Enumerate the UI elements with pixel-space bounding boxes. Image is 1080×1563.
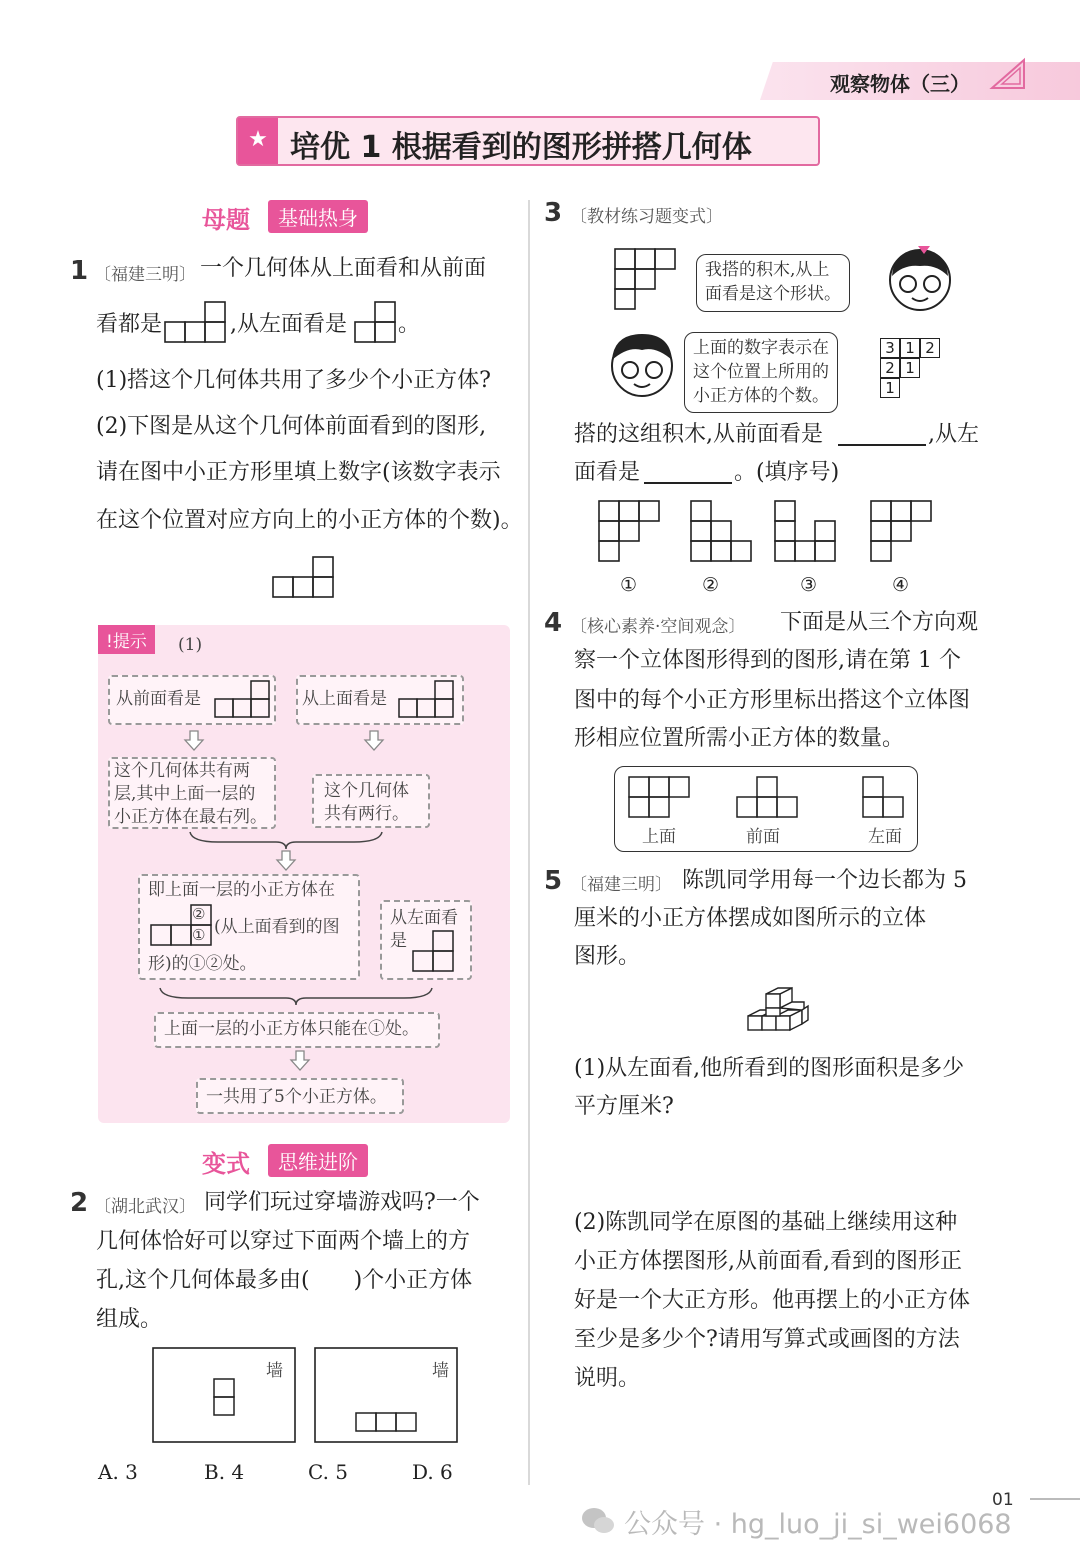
footer-rule bbox=[1030, 1498, 1080, 1500]
chapter-title: 观察物体（三） bbox=[830, 72, 970, 96]
choice-label: ③ bbox=[800, 574, 818, 596]
position-1-label: ① bbox=[192, 926, 206, 944]
answer-blank-left[interactable] bbox=[644, 482, 732, 484]
choice-figure-1[interactable] bbox=[598, 500, 662, 562]
question-source: 〔教材练习题变式〕 bbox=[570, 207, 723, 227]
sub-question-1: (1)搭这个几何体共用了多少个小正方体? bbox=[96, 368, 491, 393]
speech-bubble-boy bbox=[684, 332, 838, 413]
hint-text: 这个几何体共有两 bbox=[114, 761, 250, 781]
section-label-main: 母题 bbox=[202, 206, 250, 234]
grid-cell: 1 bbox=[880, 378, 900, 398]
page-title: 培优 1 根据看到的图形拼搭几何体 bbox=[290, 130, 752, 165]
choice-label: ① bbox=[620, 574, 638, 596]
hint-text: 共有两行。 bbox=[324, 804, 409, 824]
section-label-advanced: 思维进阶 bbox=[268, 1144, 368, 1177]
down-arrow-icon bbox=[364, 730, 384, 752]
choice-figure-2[interactable] bbox=[690, 500, 754, 562]
question-source: 〔核心素养·空间观念〕 bbox=[570, 617, 746, 637]
question-text: 形相应位置所需小正方体的数量。 bbox=[574, 726, 905, 751]
position-2-label: ② bbox=[192, 905, 206, 923]
question-text: 孔,这个几何体最多由( )个小正方体 bbox=[96, 1268, 473, 1293]
question-text: 搭的这组积木,从前面看是 bbox=[574, 422, 823, 447]
front-view-grid[interactable] bbox=[272, 555, 338, 599]
question-text: 几何体恰好可以穿过下面两个墙上的方 bbox=[96, 1229, 471, 1254]
bubble-text: 我搭的积木,从上 bbox=[705, 260, 830, 280]
number-grid bbox=[880, 338, 946, 400]
section-label-warmup: 基础热身 bbox=[268, 200, 368, 233]
star-icon: ★ bbox=[238, 118, 278, 164]
hint-text: 是 bbox=[390, 931, 407, 951]
question-number: 3 bbox=[544, 198, 563, 228]
hint-text: 从前面看是 bbox=[116, 689, 201, 709]
question-text: ,从左 bbox=[928, 422, 979, 447]
question-text: ,从左面看是 bbox=[230, 312, 347, 337]
bubble-text: 上面的数字表示在 bbox=[693, 338, 829, 358]
view-label: 上面 bbox=[642, 827, 676, 847]
merge-brace bbox=[158, 986, 434, 1006]
left-view-figure bbox=[862, 776, 906, 820]
down-arrow-icon bbox=[290, 1050, 310, 1072]
question-source: 〔湖北武汉〕 bbox=[94, 1197, 196, 1217]
grid-cell: 3 bbox=[880, 338, 900, 358]
sub-question-2: 在这个位置对应方向上的小正方体的个数)。 bbox=[96, 508, 523, 533]
option-a[interactable]: A. 3 bbox=[98, 1460, 138, 1484]
girl-avatar-icon bbox=[884, 242, 956, 314]
left-view-shape bbox=[354, 300, 398, 344]
question-number: 2 bbox=[70, 1188, 89, 1218]
left-view-shape bbox=[412, 930, 454, 972]
triangle-ruler-icon bbox=[988, 56, 1028, 92]
grid-cell: 2 bbox=[920, 338, 940, 358]
choice-label: ④ bbox=[892, 574, 910, 596]
question-text: 下面是从三个方向观 bbox=[780, 610, 979, 635]
grid-cell: 1 bbox=[900, 338, 920, 358]
sub-question-1: (1)从左面看,他所看到的图形面积是多少 bbox=[574, 1056, 965, 1081]
three-square-shape bbox=[164, 300, 228, 344]
question-number: 1 bbox=[70, 256, 89, 286]
column-divider bbox=[528, 200, 530, 1485]
grid-cell: 1 bbox=[900, 358, 920, 378]
hint-text: 层,其中上面一层的 bbox=[114, 784, 256, 804]
cube-stack-figure bbox=[744, 984, 816, 1042]
hint-text: 从左面看 bbox=[390, 908, 458, 928]
choice-figure-3[interactable] bbox=[774, 500, 838, 562]
hint-text: 形)的①②处。 bbox=[148, 954, 257, 974]
hint-text: 这个几何体 bbox=[324, 781, 409, 801]
question-text: 察一个立体图形得到的图形,请在第 1 个 bbox=[574, 648, 961, 673]
answer-blank-front[interactable] bbox=[838, 444, 926, 446]
hint-text: 从上面看是 bbox=[302, 689, 387, 709]
question-text: 厘米的小正方体摆成如图所示的立体 bbox=[574, 906, 927, 931]
down-arrow-icon bbox=[184, 730, 204, 752]
question-text: 图形。 bbox=[574, 944, 641, 969]
question-text: 同学们玩过穿墙游戏吗?一个 bbox=[204, 1190, 480, 1215]
merge-brace bbox=[188, 830, 384, 850]
section-label-variant: 变式 bbox=[202, 1150, 250, 1178]
speech-bubble-girl bbox=[696, 254, 850, 312]
question-text: 面看是 bbox=[574, 460, 641, 485]
hint-text: 一共用了5个小正方体。 bbox=[206, 1087, 387, 1107]
option-c[interactable]: C. 5 bbox=[308, 1460, 349, 1484]
bubble-text: 面看是这个形状。 bbox=[705, 283, 841, 304]
bubble-text: 这个位置上所用的 bbox=[693, 361, 829, 382]
front-view-figure bbox=[736, 776, 800, 820]
wall-label: 墙 bbox=[432, 1361, 449, 1381]
page-number: 01 bbox=[992, 1490, 1014, 1510]
sub-question-2: (2)陈凯同学在原图的基础上继续用这种 bbox=[574, 1210, 958, 1235]
sub-question-2: 至少是多少个?请用写算式或画图的方法 bbox=[574, 1327, 960, 1352]
sub-question-2: 说明。 bbox=[574, 1366, 641, 1391]
top-view-blocks bbox=[614, 248, 680, 314]
sub-question-2: 小正方体摆图形,从前面看,看到的图形正 bbox=[574, 1249, 962, 1274]
question-number: 4 bbox=[544, 608, 563, 638]
question-text: 陈凯同学用每一个边长都为 5 bbox=[682, 868, 967, 893]
hint-label: !提示 bbox=[98, 625, 155, 654]
wechat-icon bbox=[580, 1506, 616, 1536]
question-text: 。 bbox=[398, 312, 421, 337]
option-d[interactable]: D. 6 bbox=[412, 1460, 453, 1484]
wall-label: 墙 bbox=[266, 1361, 283, 1381]
question-text: 组成。 bbox=[96, 1307, 163, 1332]
choice-label: ② bbox=[702, 574, 720, 596]
hint-text: (从上面看到的图 bbox=[214, 917, 340, 937]
grid-cell: 2 bbox=[880, 358, 900, 378]
choice-figure-4[interactable] bbox=[870, 500, 934, 562]
top-view-shape bbox=[398, 680, 456, 720]
view-label: 前面 bbox=[746, 827, 780, 847]
boy-avatar-icon bbox=[606, 328, 678, 398]
sub-question-2: 好是一个大正方形。他再摆上的小正方体 bbox=[574, 1288, 971, 1313]
top-view-fill-grid[interactable] bbox=[628, 776, 692, 820]
question-number: 5 bbox=[544, 866, 563, 896]
view-label: 左面 bbox=[868, 827, 902, 847]
question-text: 看都是 bbox=[96, 312, 163, 337]
watermark: 公众号 · hg_luo_ji_si_wei6068 bbox=[624, 1509, 1012, 1540]
front-view-shape bbox=[214, 680, 272, 720]
question-text: 。(填序号) bbox=[734, 460, 840, 485]
sub-question-2: 请在图中小正方形里填上数字(该数字表示 bbox=[96, 460, 501, 485]
question-source: 〔福建三明〕 bbox=[94, 265, 196, 285]
hint-text: 上面一层的小正方体只能在①处。 bbox=[164, 1019, 419, 1039]
hint-text: 小正方体在最右列。 bbox=[114, 807, 267, 827]
bubble-text: 小正方体的个数。 bbox=[693, 385, 829, 406]
sub-question-2: (2)下图是从这个几何体前面看到的图形, bbox=[96, 414, 487, 439]
hint-text: 即上面一层的小正方体在 bbox=[148, 880, 335, 900]
question-text: 图中的每个小正方形里标出搭这个立体图 bbox=[574, 688, 971, 713]
sub-question-1: 平方厘米? bbox=[574, 1094, 674, 1119]
question-text: 一个几何体从上面看和从前面 bbox=[200, 256, 487, 281]
hint-part: (1) bbox=[178, 635, 203, 655]
question-source: 〔福建三明〕 bbox=[570, 875, 672, 895]
down-arrow-icon bbox=[276, 850, 296, 872]
option-b[interactable]: B. 4 bbox=[204, 1460, 245, 1484]
